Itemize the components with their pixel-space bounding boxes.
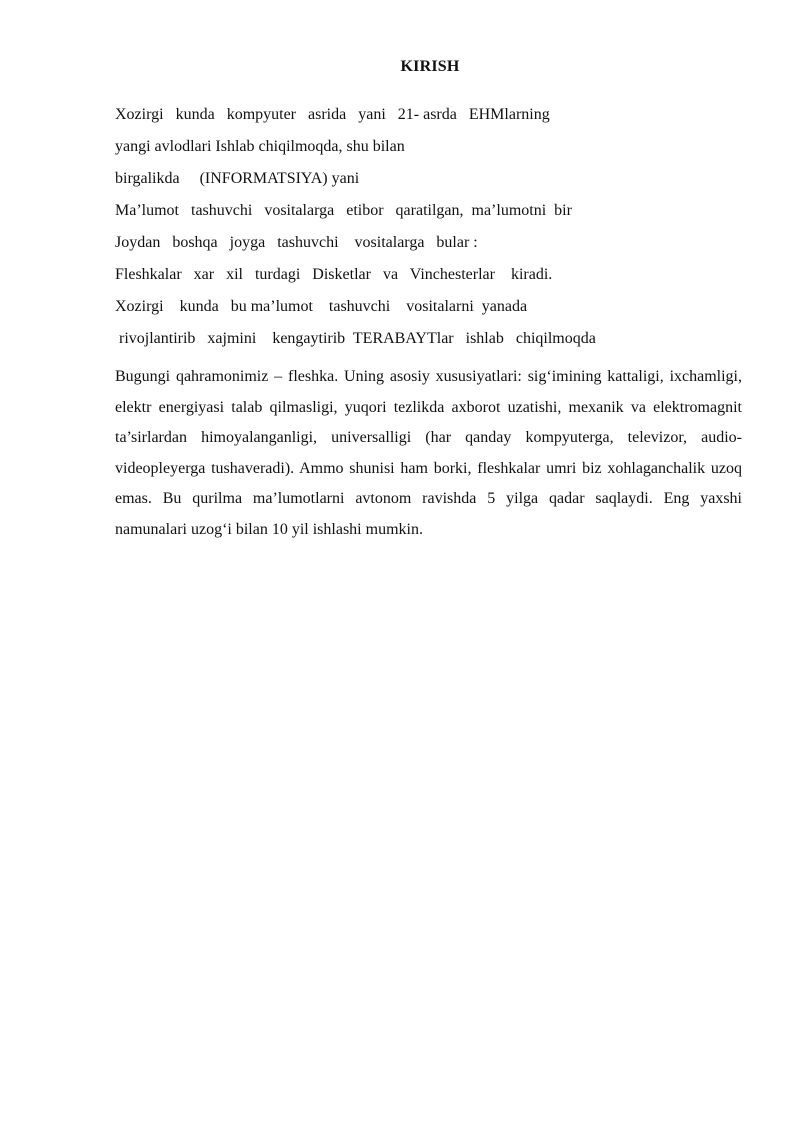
- text-line-7: Xozirgi kunda bu ma’lumot tashuvchi vositalarni yanada: [115, 298, 528, 315]
- text-line-5: Joydan boshqa joyga tashuvchi vositalarga bular :: [115, 234, 478, 251]
- text-line-4: Ma’lumot tashuvchi vositalarga etibor qaratilgan, ma’lumotni bir: [115, 202, 572, 219]
- text-line-2: yangi avlodlari Ishlab chiqilmoqda, shu bilan: [115, 138, 405, 155]
- text-line-6: Fleshkalar xar xil turdagi Disketlar va Vinchesterlar kiradi.: [115, 266, 553, 283]
- text-line-3: birgalikda (INFORMATSIYA) yani: [115, 170, 360, 187]
- text-line-1: Xozirgi kunda kompyuter asrida yani 21- asrda EHMlarning: [115, 106, 550, 123]
- text-line-8: rivojlantirib xajmini kengaytirib TERABAYTlar ishlab chiqilmoqda: [115, 330, 596, 347]
- body-paragraph: Bugungi qahramonimiz – fleshka. Uning asosiy xususiyatlari: sig‘imining kattaligi, ixchamligi, elektr energiyasi talab qilmasligi, yuqori tezlikda axborot uzatishi, mexanik va elektromagnit ta’sirlardan himoyalanganligi, universalligi (har qanday kompyuterga, televizor, audio- videopleyerga tushaveradi). Ammo shunisi ham borki, fleshkalar umri biz xohlaganchalik uzoq emas. Bu qurilma ma’lumotlarni avtonom ravishda 5 yilga qadar saqlaydi. Eng yaxshi namunalari uzog‘i bilan 10 yil ishlashi mumkin.: [115, 368, 742, 538]
- page-title: KIRISH: [400, 58, 460, 75]
